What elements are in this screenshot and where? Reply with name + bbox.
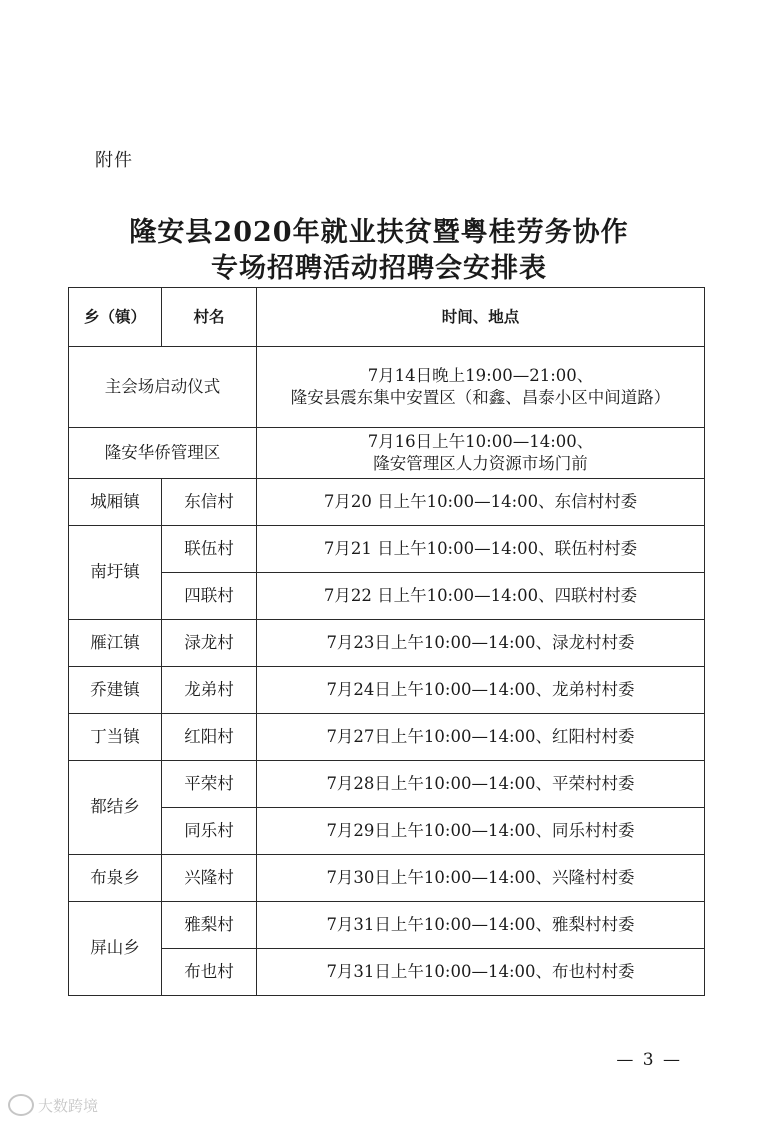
- detail-cell: 7月31日上午10:00—14:00、雅梨村村委: [257, 902, 705, 949]
- village-cell: 平荣村: [162, 761, 257, 808]
- detail-cell: 7月21 日上午10:00—14:00、联伍村村委: [257, 526, 705, 573]
- table-row: [69, 526, 705, 573]
- town-cell: 都结乡: [69, 761, 162, 855]
- opening-time: 7月14日晚上19:00—21:00、: [367, 365, 594, 385]
- document-title-line-2: 专场招聘活动招聘会安排表: [211, 253, 547, 284]
- table-row: [69, 347, 705, 428]
- huaqiao-place: 隆安管理区人力资源市场门前: [373, 454, 588, 473]
- town-cell: 丁当镇: [69, 714, 162, 761]
- opening-ceremony-detail: [257, 347, 705, 428]
- detail-cell: 7月23日上午10:00—14:00、渌龙村村委: [257, 620, 705, 667]
- village-cell: 同乐村: [162, 808, 257, 855]
- table-row: [69, 949, 705, 996]
- table-row: [69, 855, 705, 902]
- table-row: [69, 573, 705, 620]
- table-header-row: [69, 288, 705, 347]
- detail-cell: 7月27日上午10:00—14:00、红阳村村委: [257, 714, 705, 761]
- watermark: [8, 1094, 98, 1116]
- town-cell: 南圩镇: [69, 526, 162, 620]
- detail-cell: 7月28日上午10:00—14:00、平荣村村委: [257, 761, 705, 808]
- town-cell: 屏山乡: [69, 902, 162, 996]
- header-town: 乡（镇）: [69, 288, 162, 347]
- village-cell: 龙弟村: [162, 667, 257, 714]
- header-village: 村名: [162, 288, 257, 347]
- table-row: [69, 479, 705, 526]
- watermark-logo-icon: [8, 1094, 34, 1116]
- town-cell: 城厢镇: [69, 479, 162, 526]
- schedule-table: [68, 287, 705, 996]
- village-cell: 红阳村: [162, 714, 257, 761]
- opening-ceremony-name: 主会场启动仪式: [69, 347, 257, 428]
- huaqiao-detail: [257, 428, 705, 479]
- town-cell: 乔建镇: [69, 667, 162, 714]
- village-cell: 渌龙村: [162, 620, 257, 667]
- table-row: [69, 667, 705, 714]
- header-time-place: 时间、地点: [257, 288, 705, 347]
- detail-cell: 7月20 日上午10:00—14:00、东信村村委: [257, 479, 705, 526]
- detail-cell: 7月24日上午10:00—14:00、龙弟村村委: [257, 667, 705, 714]
- detail-cell: 7月29日上午10:00—14:00、同乐村村委: [257, 808, 705, 855]
- town-cell: 雁江镇: [69, 620, 162, 667]
- table-row: [69, 808, 705, 855]
- village-cell: 四联村: [162, 573, 257, 620]
- table-row: [69, 902, 705, 949]
- document-title-line-1: 隆安县2020年就业扶贫暨粤桂劳务协作: [129, 217, 629, 248]
- huaqiao-name: 隆安华侨管理区: [69, 428, 257, 479]
- village-cell: 联伍村: [162, 526, 257, 573]
- watermark-text: 大数跨境: [38, 1096, 99, 1115]
- table-row: [69, 620, 705, 667]
- page-number: — 3 —: [616, 1050, 682, 1070]
- opening-place: 隆安县震东集中安置区（和鑫、昌泰小区中间道路）: [290, 388, 671, 407]
- table-row: [69, 761, 705, 808]
- village-cell: 东信村: [162, 479, 257, 526]
- detail-cell: 7月30日上午10:00—14:00、兴隆村村委: [257, 855, 705, 902]
- village-cell: 布也村: [162, 949, 257, 996]
- village-cell: 兴隆村: [162, 855, 257, 902]
- detail-cell: 7月31日上午10:00—14:00、布也村村委: [257, 949, 705, 996]
- town-cell: 布泉乡: [69, 855, 162, 902]
- table-row: [69, 714, 705, 761]
- table-row: [69, 428, 705, 479]
- huaqiao-time: 7月16日上午10:00—14:00、: [367, 431, 594, 451]
- detail-cell: 7月22 日上午10:00—14:00、四联村村委: [257, 573, 705, 620]
- attachment-label: 附件: [95, 150, 133, 171]
- village-cell: 雅梨村: [162, 902, 257, 949]
